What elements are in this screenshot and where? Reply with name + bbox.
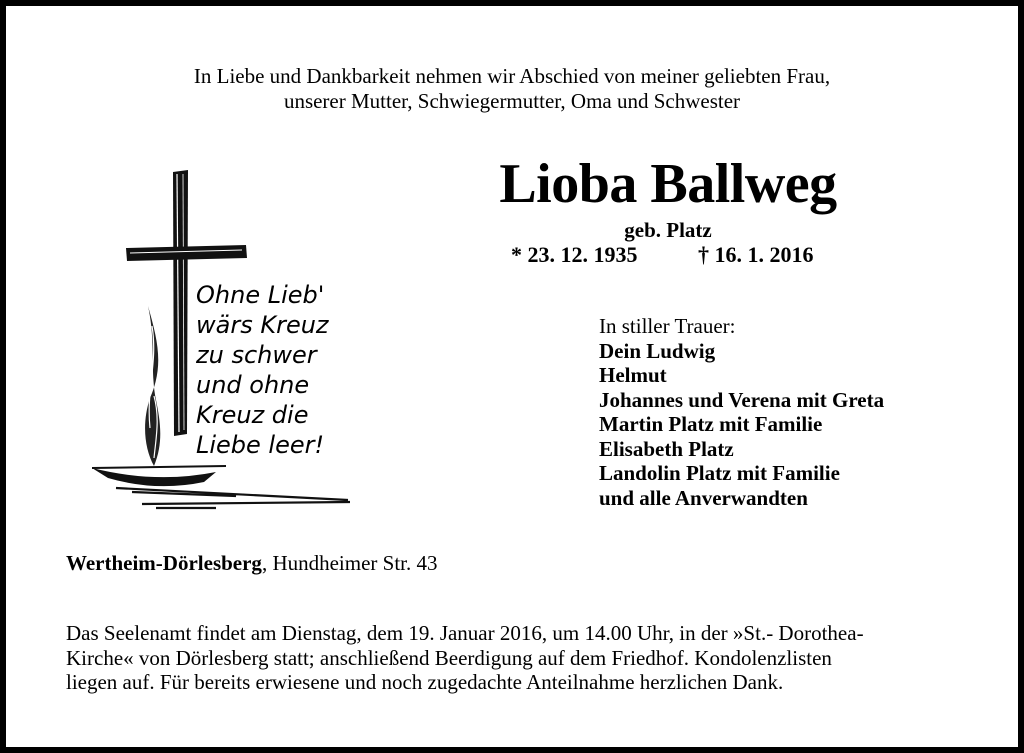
maiden-name: geb. Platz [624, 218, 712, 242]
mourner-name: Landolin Platz mit Familie [599, 461, 840, 485]
motto-line: zu schwer [196, 341, 317, 369]
motto-line: wärs Kreuz [196, 311, 329, 339]
intro-text [6, 64, 1018, 114]
mourners-list [599, 314, 884, 510]
mourner-name: Dein Ludwig [599, 338, 716, 363]
motto-line: Liebe leer! [196, 431, 325, 459]
mourner-name: Johannes und Verena mit Greta [599, 387, 885, 412]
service-announcement [66, 621, 966, 695]
mourner-name: und alle Anverwandten [599, 485, 808, 510]
mourner-name: Helmut [599, 363, 667, 387]
service-line: Das Seelenamt findet am Dienstag, dem 19. Januar 2016, um 14.00 Uhr, in der »St.- Dorothea- [66, 621, 864, 645]
motto-line: Ohne Lieb' [196, 281, 325, 309]
motto-line: und ohne [196, 371, 310, 399]
service-line: Kirche« von Dörlesberg statt; anschließend Beerdigung auf dem Friedhof. Kondolenzlisten [66, 645, 832, 670]
death-date: † 16. 1. 2016 [698, 242, 814, 267]
address-street: , Hundheimer Str. 43 [261, 551, 438, 575]
family-address [66, 551, 438, 576]
address-place: Wertheim-Dörlesberg [66, 551, 262, 575]
mourners-heading: In stiller Trauer: [599, 314, 736, 338]
mourner-name: Martin Platz mit Familie [599, 412, 823, 436]
intro-line-2: unserer Mutter, Schwiegermutter, Oma und Schwester [283, 89, 741, 113]
deceased-name: Lioba Ballweg [499, 153, 837, 215]
motto-line: Kreuz die [196, 401, 309, 429]
birth-date: * 23. 12. 1935 [511, 242, 638, 267]
motto-text [196, 280, 329, 460]
intro-line-1: In Liebe und Dankbarkeit nehmen wir Abschied von meiner geliebten Frau, [193, 64, 831, 88]
mourner-name: Elisabeth Platz [599, 436, 734, 461]
service-line: liegen auf. Für bereits erwiesene und noch zugedachte Anteilnahme herzlichen Dank. [66, 670, 784, 694]
